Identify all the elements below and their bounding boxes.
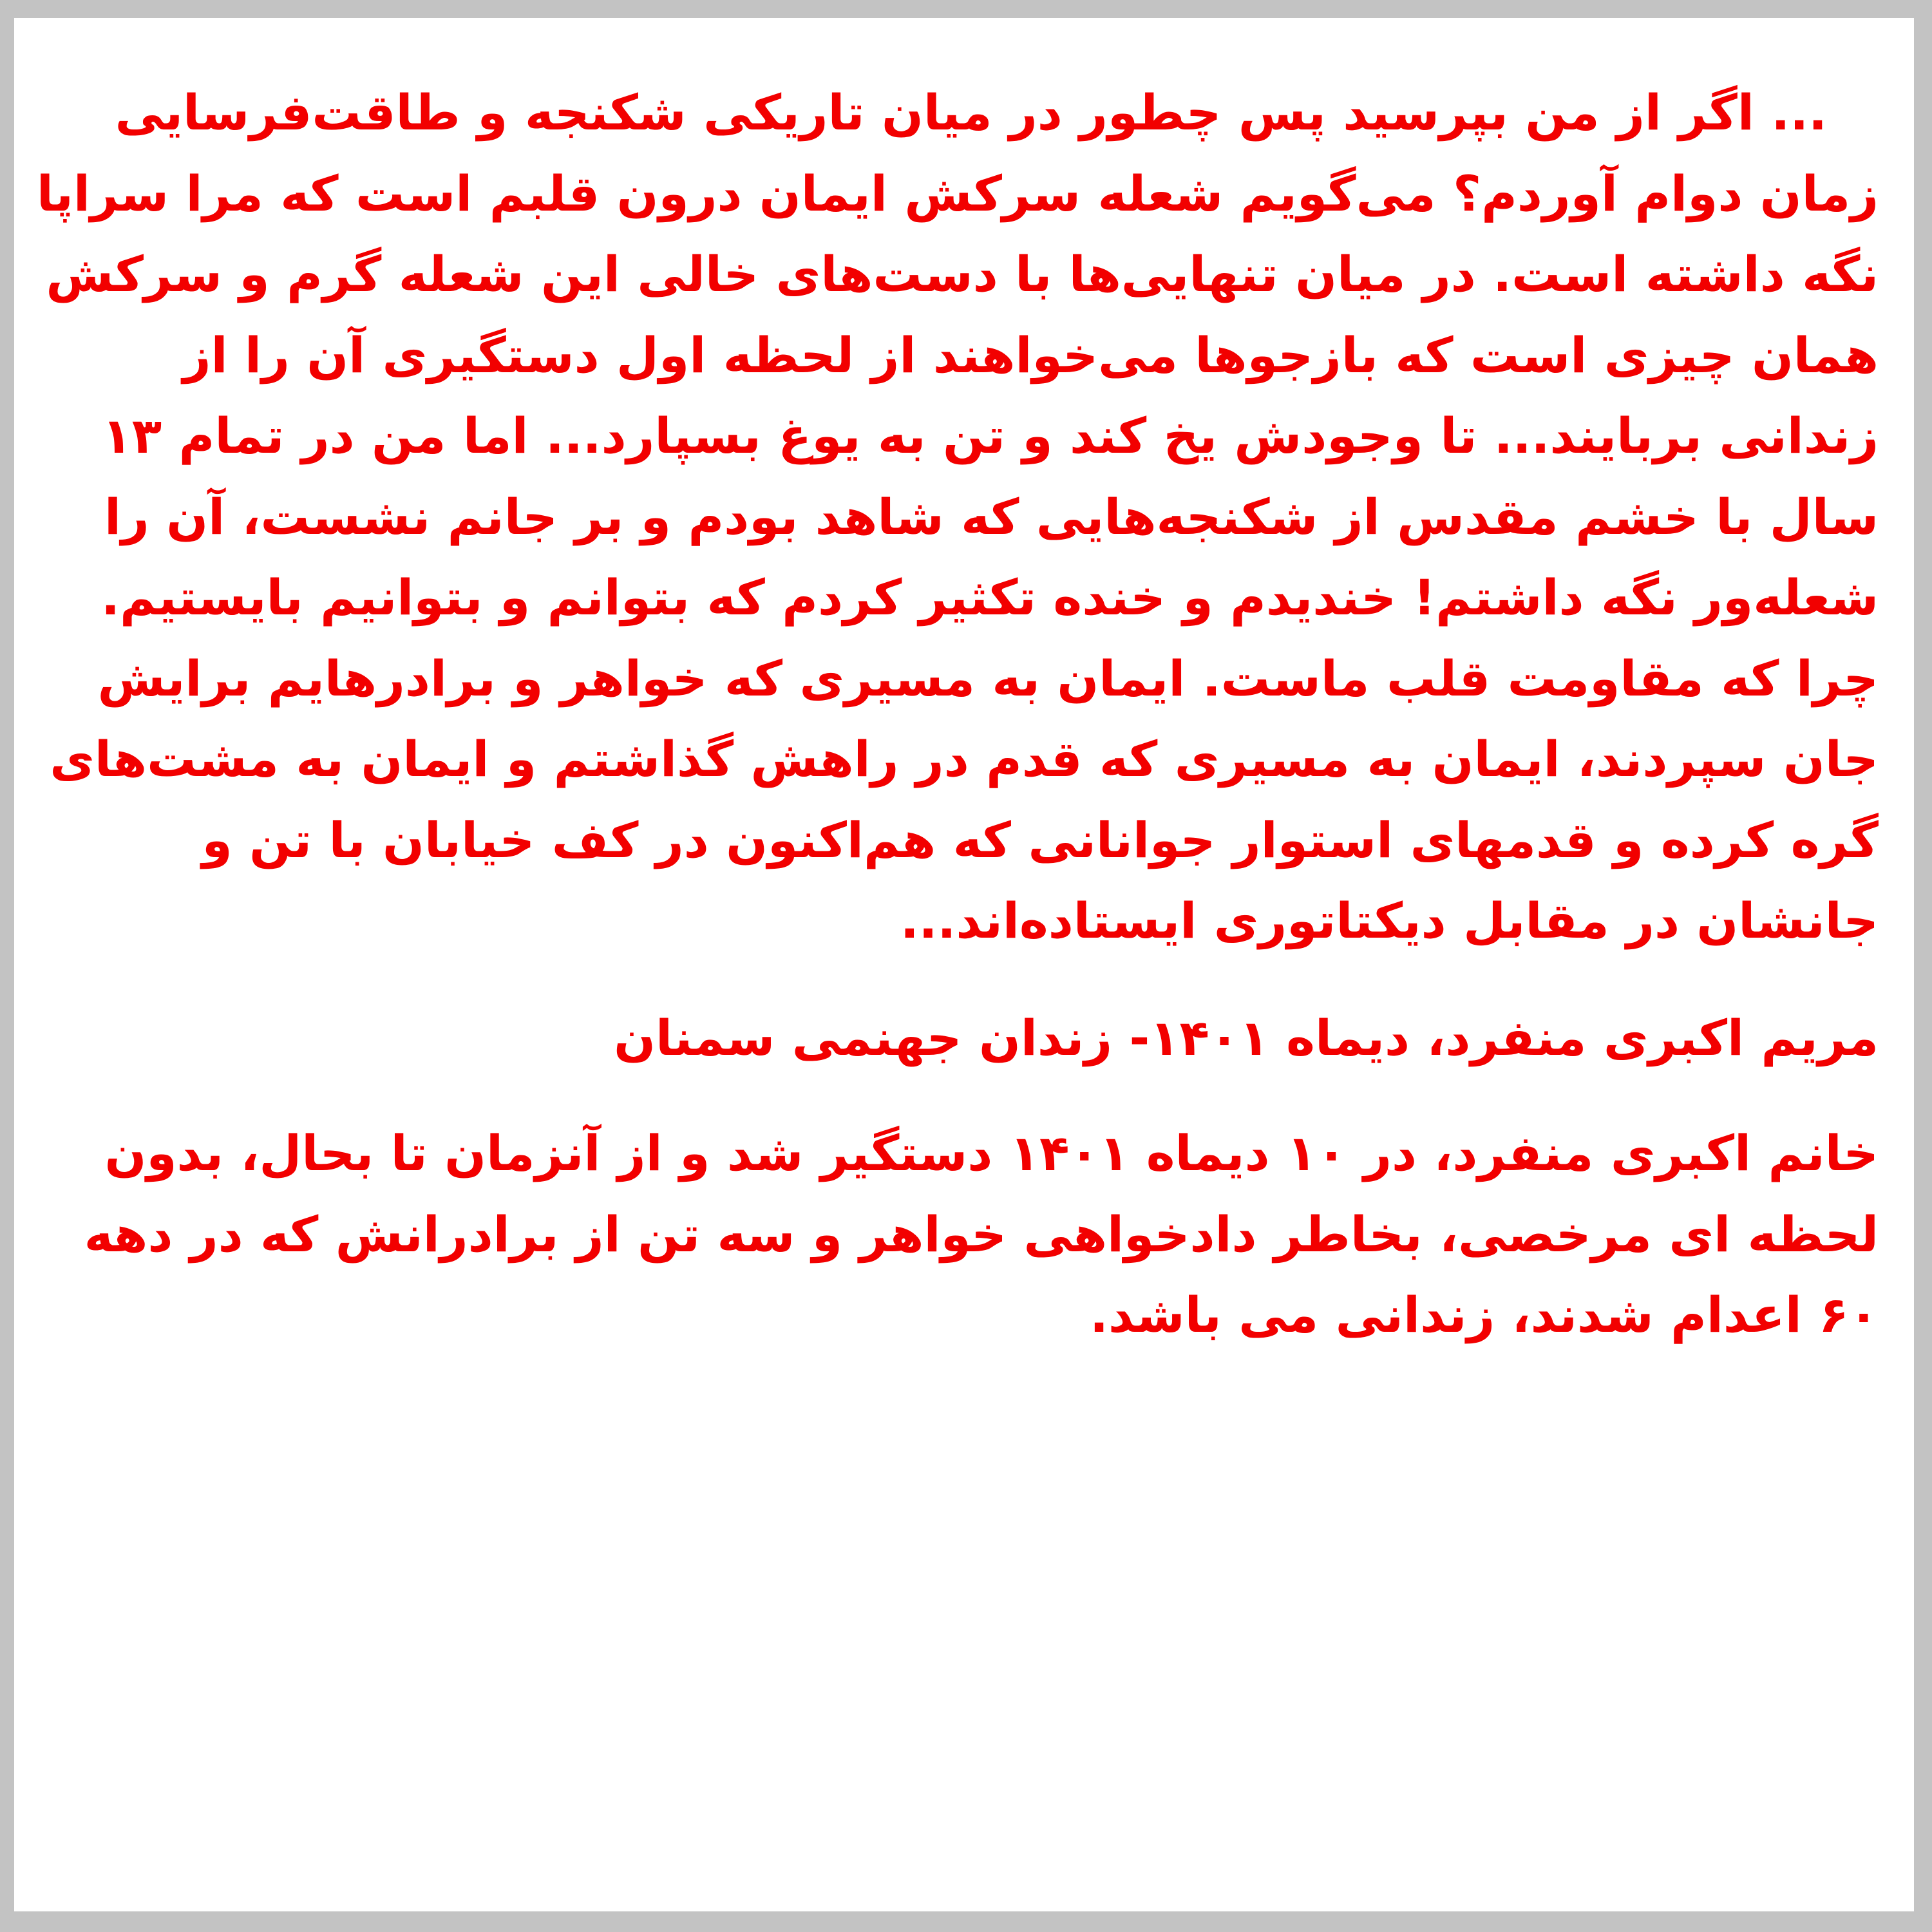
document-page [14, 18, 1914, 1911]
signature-line: مریم اکبری منفرد، دیماه ۱۴۰۱- زندان جهنمی سمنان [614, 1009, 1879, 1066]
text-block [21, 72, 1879, 1356]
note-paragraph: خانم اکبری منفرد، در ۱۰ دیماه ۱۴۰۱ دستگیر شد و از آنزمان تا بحال، بدون لحظه ای مرخصی، بخاطر دادخواهی خواهر و سه تن از برادرانش که در دهه ۶۰ اعدام شدند، زندانی می باشد. [84, 1124, 1879, 1343]
quote-paragraph: ... اگر از من بپرسید پس چطور در میان تاریکی شکنجه و طاقت‌فرسایی زمان دوام آوردم؟ می‌گویم شعله سرکش ایمان درون قلبم است که مرا سراپا نگه داشته است. در میان تنهایی‌ها با دست‌های خالی این شعله گرم و سرکش همان چیزی است که بازجوها می‌خواهند از لحظه اول دستگیری آن را از زندانی بربایند... تا وجودش یخ کند و تن به یوغ بسپارد... اما من در تمام ۱۳ سال با خشم مقدس از شکنجه‌هایی که شاهد بودم و بر جانم نشست، آن را شعله‌ور نگه داشتم! خندیدم و خنده تکثیر کردم که بتوانم و بتوانیم بایستیم. چرا که مقاومت قلب ماست. ایمان به مسیری که خواهر و برادرهایم برایش جان سپردند، ایمان به مسیری که قدم در راهش گذاشتم و ایمان به مشت‌های گره کرده و قدمهای استوار جوانانی که هم‌اکنون در کف خیابان با تن و جانشان در مقابل دیکتاتوری ایستاده‌اند... [36, 84, 1879, 949]
